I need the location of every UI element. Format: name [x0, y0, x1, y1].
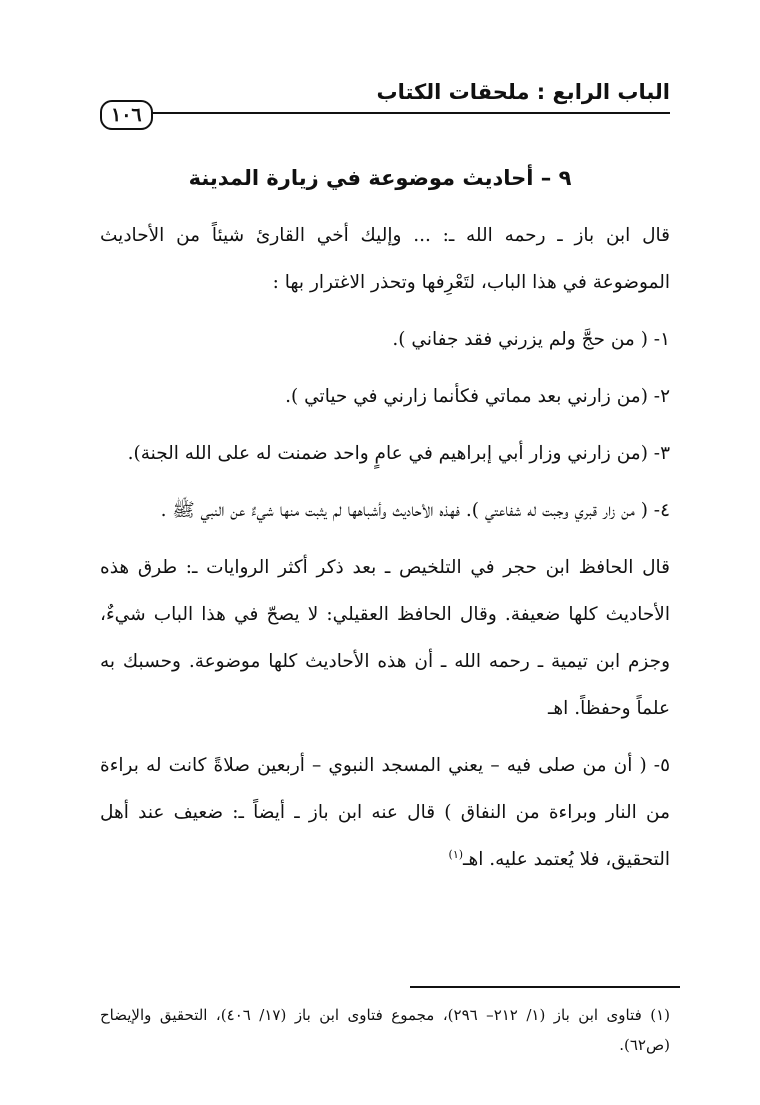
chapter-title: الباب الرابع : ملحقات الكتاب	[376, 80, 670, 104]
section-heading: ٩ – أحاديث موضوعة في زيارة المدينة	[188, 166, 572, 190]
running-head	[100, 78, 670, 126]
hadith-item-1: ١- ( من حجَّ ولم يزرني فقد جفاني ).	[392, 329, 670, 350]
hadith-item-5-text: ٥- ( أن من صلى فيه – يعني المسجد النبوي – أربعين صلاةً كانت له براءة من النار وبراءة من النفاق ) قال عنه ابن باز ـ أيضاً ـ: ضعيف عند أهل التحقيق، فلا يُعتمد عليه. اهـ	[100, 755, 670, 870]
hadith-item-5	[100, 742, 670, 883]
footnote-rule	[410, 986, 680, 988]
header-rule	[100, 112, 670, 114]
hadith-item-3: ٣- (من زارني وزار أبي إبراهيم في عامٍ واحد ضمنت له على الله الجنة).	[127, 443, 670, 464]
hadith-item-4: ٤- ( من زار قبري وجبت له شفاعتي ). فهذه الأحاديث وأشباهها لم يثبت منها شيءٌ عن النبي ﷺ .	[160, 500, 670, 521]
hadith-item-2: ٢- (من زارني بعد مماتي فكأنما زارني في حياتي ).	[285, 386, 670, 407]
footnote-marker[interactable]: (١)	[448, 847, 464, 861]
intro-paragraph: قال ابن باز ـ رحمه الله ـ: ... وإليك أخي القارئ شيئاً من الأحاديث الموضوعة في هذا الباب، لتَعْرِفها وتحذر الاغترار بها :	[100, 225, 670, 293]
body-text	[100, 212, 670, 893]
ibn-hajar-paragraph: قال الحافظ ابن حجر في التلخيص ـ بعد ذكر أكثر الروايات ـ: طرق هذه الأحاديث كلها ضعيفة. وقال الحافظ العقيلي: لا يصحّ في هذا الباب شيءٌ، وجزم ابن تيمية ـ رحمه الله ـ أن هذه الأحاديث كلها موضوعة. وحسبك به علماً وحفظاً. اهـ	[100, 557, 670, 719]
footnote: (١) فتاوى ابن باز (١/ ٢١٢– ٢٩٦)، مجموع فتاوى ابن باز (١٧/ ٤٠٦)، التحقيق والإيضاح (ص٦٢).	[100, 1006, 671, 1054]
page-number: ١٠٦	[100, 100, 153, 130]
